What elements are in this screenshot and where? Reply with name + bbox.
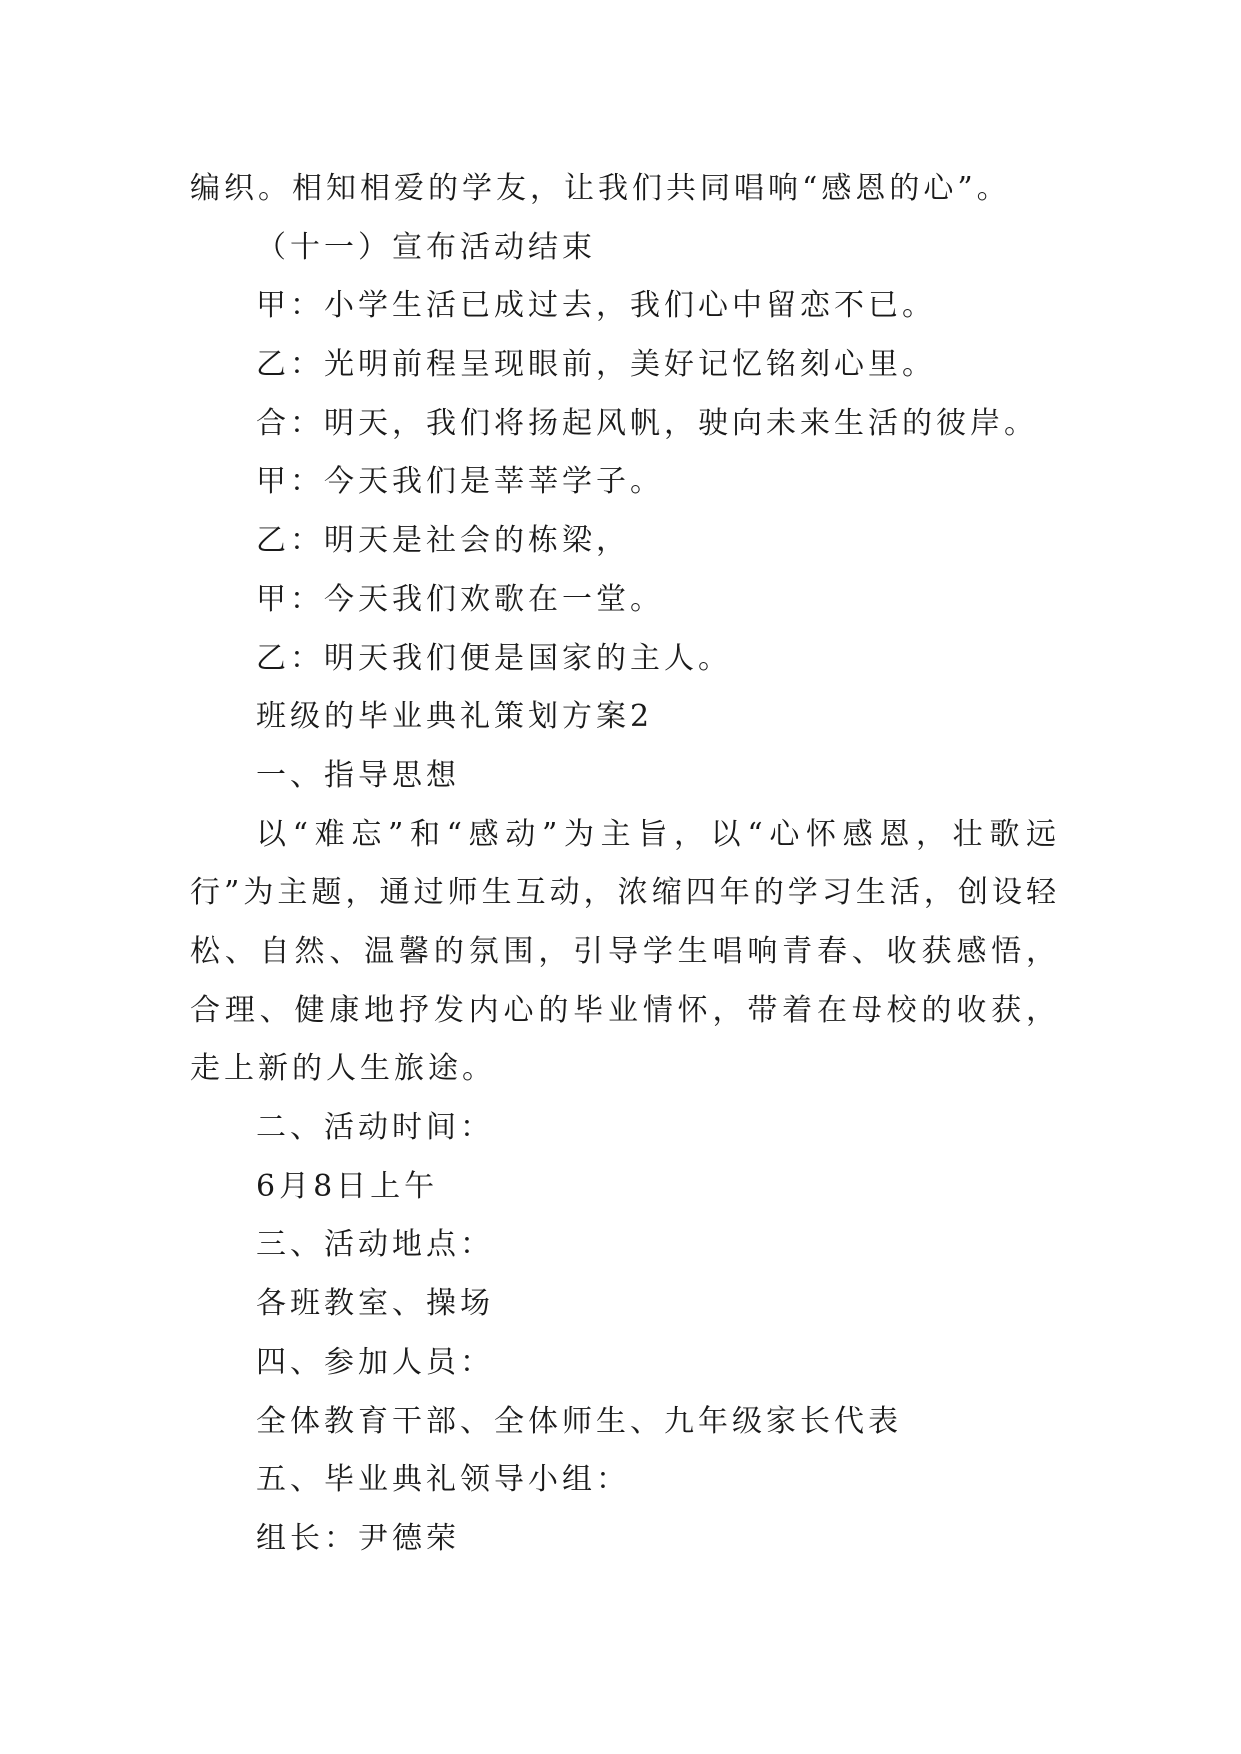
section-heading: 四、参加人员： xyxy=(256,1344,494,1380)
text-line: 合：明天，我们将扬起风帆，驶向未来生活的彼岸。 xyxy=(256,405,1038,441)
text-line: 乙：明天我们便是国家的主人。 xyxy=(256,640,732,676)
text-line: 全体教育干部、全体师生、九年级家长代表 xyxy=(256,1403,902,1439)
document-title: 班级的毕业典礼策划方案2 xyxy=(256,699,654,735)
text-line: 甲：今天我们欢歌在一堂。 xyxy=(256,581,664,617)
text-line: 甲：今天我们是莘莘学子。 xyxy=(256,464,664,500)
text-line: 6月8日上午 xyxy=(256,1168,439,1204)
section-heading: 五、毕业典礼领导小组： xyxy=(256,1462,630,1498)
text-line: 编织。相知相爱的学友，让我们共同唱响“感恩的心”。 xyxy=(190,171,1011,206)
text-line: 乙：明天是社会的栋梁， xyxy=(256,523,630,559)
text-line: 乙：光明前程呈现眼前，美好记忆铭刻心里。 xyxy=(256,347,936,383)
text-line: 组长：尹德荣 xyxy=(256,1520,460,1556)
text-line: 甲：小学生活已成过去，我们心中留恋不已。 xyxy=(256,288,936,324)
section-heading: （十一）宣布活动结束 xyxy=(256,229,596,265)
section-heading: 三、活动地点： xyxy=(256,1227,494,1263)
section-heading: 一、指导思想 xyxy=(256,757,460,793)
section-heading: 二、活动时间： xyxy=(256,1110,494,1146)
paragraph: 以“难忘”和“感动”为主旨，以“心怀感恩，壮歌远行”为主题，通过师生互动，浓缩四年的学习生活，创设轻松、自然、温馨的氛围，引导学生唱响青春、收获感悟，合理、健康地抒发内心的毕业情怀，带着在母校的收获，走上新的人生旅途。 xyxy=(190,816,1060,1087)
text-line: 各班教室、操场 xyxy=(256,1286,494,1322)
document-body xyxy=(190,160,1060,1569)
